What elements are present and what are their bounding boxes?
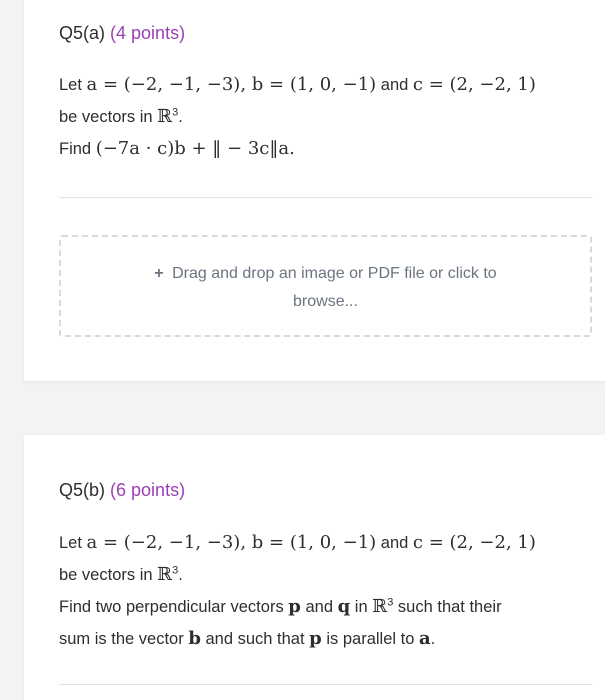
question-title: Q5(a) — [59, 23, 106, 43]
vector-p: p — [309, 628, 322, 649]
question-line-1: Let a = (−2, −1, −3), b = (1, 0, −1) and c = (2, −2, 1) — [59, 532, 536, 553]
divider — [59, 197, 593, 198]
vector-a: a — [419, 628, 431, 649]
vector-c-definition: c = (2, −2, 1) — [412, 74, 536, 95]
plus-icon: + — [154, 265, 164, 282]
file-dropzone[interactable] — [59, 235, 592, 337]
vector-q: q — [337, 596, 351, 617]
question-body — [59, 527, 585, 655]
dropzone-label-line-2: browse... — [293, 293, 358, 310]
real-space-symbol: ℝ — [372, 596, 388, 617]
vector-p: p — [288, 596, 301, 617]
question-line-2: be vectors in ℝ$^3$. — [59, 564, 183, 585]
real-space-symbol: ℝ — [157, 106, 173, 127]
question-line-3: Find (−7a · c)b + ‖ − 3c‖a. — [59, 138, 295, 159]
real-space-symbol: ℝ — [157, 564, 173, 585]
question-header — [59, 479, 185, 501]
question-line-2: be vectors in ℝ$^3$. — [59, 106, 183, 127]
vector-b: b — [188, 628, 201, 649]
question-line-3: Find two perpendicular vectors p and q in ℝ$^3$ such that their — [59, 596, 502, 617]
divider — [59, 684, 593, 685]
question-body — [59, 69, 585, 165]
question-line-1: Let a = (−2, −1, −3), b = (1, 0, −1) and c = (2, −2, 1) — [59, 74, 536, 95]
question-points: (6 points) — [110, 480, 186, 500]
vectors-ab-definition: a = (−2, −1, −3), b = (1, 0, −1) — [86, 532, 377, 553]
dropzone-label-line-1: Drag and drop an image or PDF file or click to — [172, 265, 497, 282]
question-title: Q5(b) — [59, 480, 106, 500]
expression-to-find: (−7a · c)b + ‖ − 3c‖a. — [95, 138, 295, 159]
question-points: (4 points) — [110, 23, 186, 43]
vectors-ab-definition: a = (−2, −1, −3), b = (1, 0, −1) — [86, 74, 377, 95]
question-line-4: sum is the vector b and such that p is parallel to a. — [59, 628, 436, 649]
question-card-q5a — [24, 0, 605, 381]
question-card-q5b — [24, 435, 605, 700]
question-header — [59, 22, 185, 44]
vector-c-definition: c = (2, −2, 1) — [412, 532, 536, 553]
